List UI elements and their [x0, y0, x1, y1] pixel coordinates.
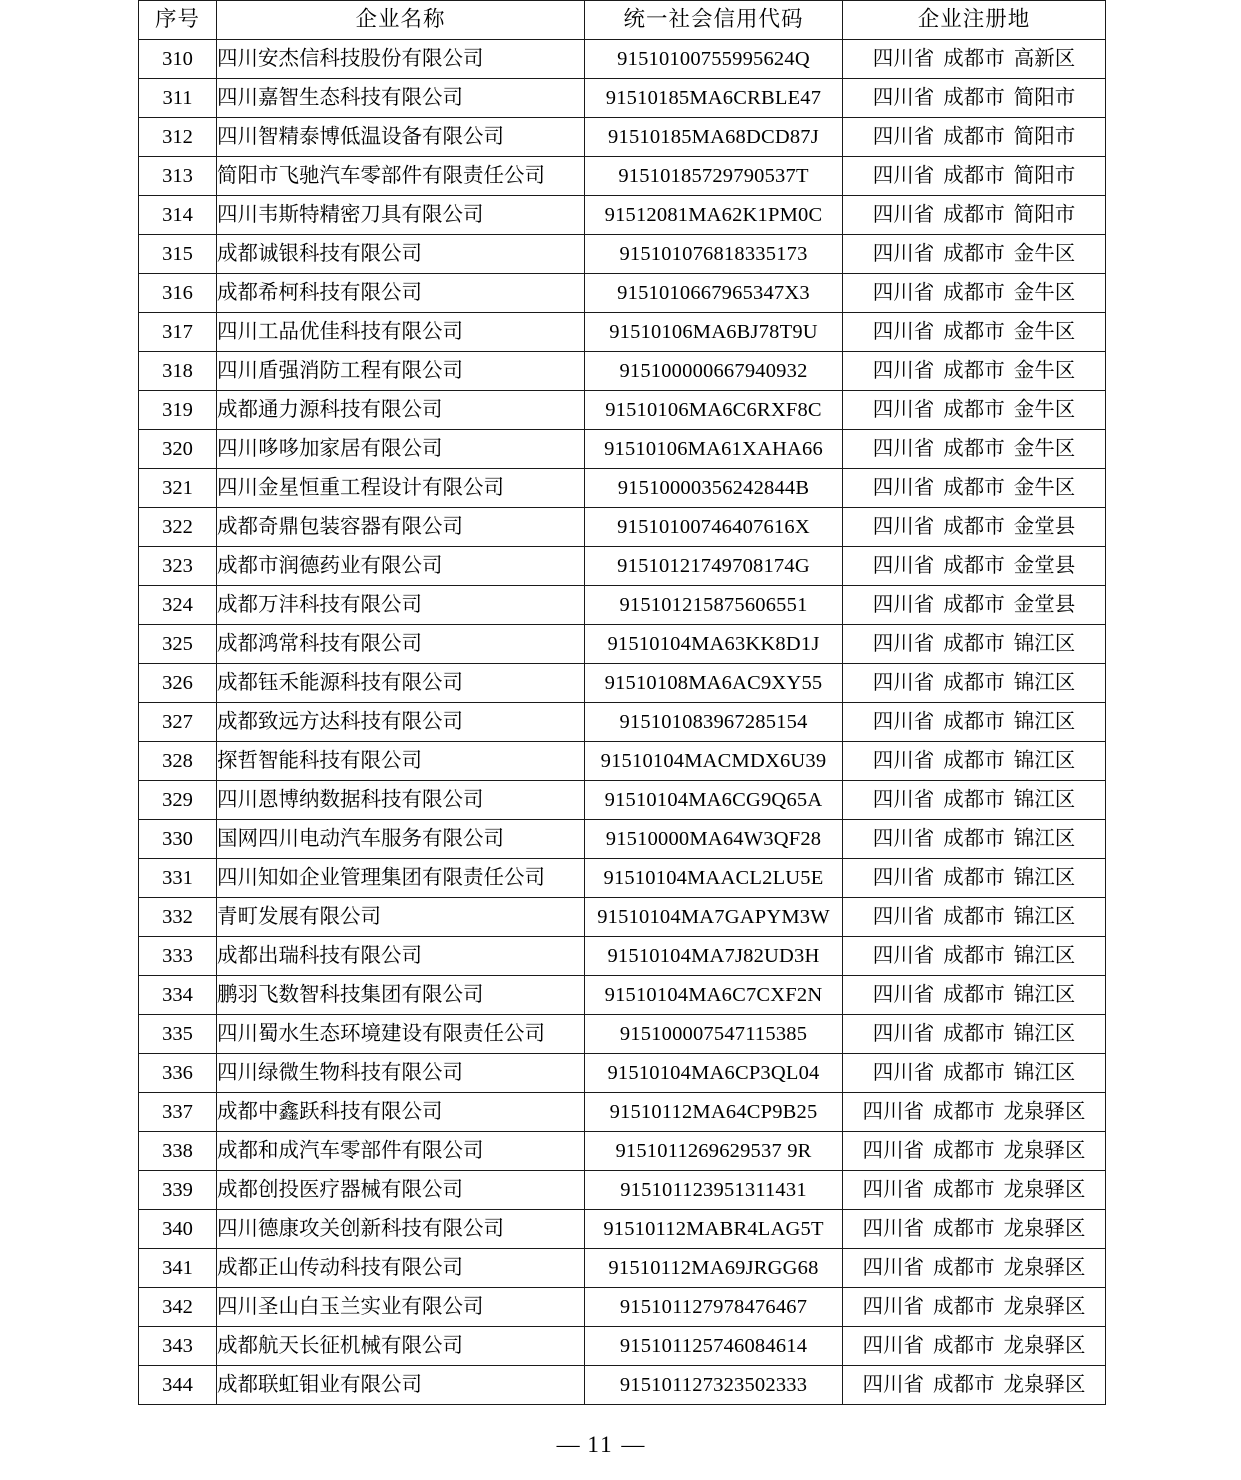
cell-registration-place [843, 664, 1106, 703]
place-province: 四川省 [872, 320, 935, 343]
cell-index: 330 [139, 820, 217, 859]
cell-enterprise-name: 成都万沣科技有限公司 [217, 586, 585, 625]
cell-registration-place [843, 1171, 1106, 1210]
cell-registration-place [843, 391, 1106, 430]
cell-registration-place [843, 313, 1106, 352]
cell-index: 323 [139, 547, 217, 586]
table-row [139, 625, 1106, 664]
cell-registration-place [843, 1210, 1106, 1249]
cell-credit-code: 915101127978476467 [585, 1288, 843, 1327]
footer-dash-right: — [621, 1432, 645, 1457]
place-province: 四川省 [872, 827, 935, 850]
place-city: 成都市 [943, 710, 1005, 733]
place-district: 龙泉驿区 [1003, 1334, 1086, 1357]
place-district: 金堂县 [1013, 554, 1076, 577]
cell-credit-code: 91510185MA6CRBLE47 [585, 79, 843, 118]
cell-credit-code: 9151010667965347X3 [585, 274, 843, 313]
cell-index: 325 [139, 625, 217, 664]
cell-index: 319 [139, 391, 217, 430]
table-row [139, 430, 1106, 469]
cell-credit-code: 915101127323502333 [585, 1366, 843, 1405]
table-row [139, 235, 1106, 274]
cell-index: 337 [139, 1093, 217, 1132]
place-city: 成都市 [943, 203, 1005, 226]
cell-index: 324 [139, 586, 217, 625]
cell-credit-code: 915101083967285154 [585, 703, 843, 742]
cell-enterprise-name: 四川知如企业管理集团有限责任公司 [217, 859, 585, 898]
place-district: 简阳市 [1013, 86, 1076, 109]
cell-enterprise-name: 鹏羽飞数智科技集团有限公司 [217, 976, 585, 1015]
cell-credit-code: 91510104MAACL2LU5E [585, 859, 843, 898]
table-row [139, 40, 1106, 79]
place-district: 锦江区 [1013, 1022, 1076, 1045]
place-province: 四川省 [872, 515, 935, 538]
cell-enterprise-name: 四川嘉智生态科技有限公司 [217, 79, 585, 118]
cell-registration-place [843, 352, 1106, 391]
cell-registration-place [843, 196, 1106, 235]
place-city: 成都市 [933, 1178, 995, 1201]
cell-index: 344 [139, 1366, 217, 1405]
table-row [139, 703, 1106, 742]
place-district: 金堂县 [1013, 515, 1076, 538]
place-district: 锦江区 [1013, 788, 1076, 811]
cell-credit-code: 91510104MA63KK8D1J [585, 625, 843, 664]
cell-credit-code: 91510000MA64W3QF28 [585, 820, 843, 859]
place-city: 成都市 [933, 1334, 995, 1357]
table-row [139, 196, 1106, 235]
table-row [139, 859, 1106, 898]
cell-index: 311 [139, 79, 217, 118]
place-city: 成都市 [933, 1373, 995, 1396]
place-city: 成都市 [933, 1139, 995, 1162]
cell-credit-code: 91510104MA7J82UD3H [585, 937, 843, 976]
cell-enterprise-name: 简阳市飞驰汽车零部件有限责任公司 [217, 157, 585, 196]
cell-credit-code: 91510121749708174G [585, 547, 843, 586]
cell-index: 333 [139, 937, 217, 976]
cell-credit-code: 91510104MA6C7CXF2N [585, 976, 843, 1015]
place-district: 龙泉驿区 [1003, 1373, 1086, 1396]
cell-index: 331 [139, 859, 217, 898]
place-district: 锦江区 [1013, 710, 1076, 733]
place-district: 简阳市 [1013, 125, 1076, 148]
table-row [139, 469, 1106, 508]
place-city: 成都市 [933, 1100, 995, 1123]
place-district: 锦江区 [1013, 827, 1076, 850]
cell-credit-code: 91510106MA6BJ78T9U [585, 313, 843, 352]
place-province: 四川省 [872, 203, 935, 226]
table-row [139, 820, 1106, 859]
cell-index: 326 [139, 664, 217, 703]
place-district: 锦江区 [1013, 866, 1076, 889]
cell-credit-code: 91510185MA68DCD87J [585, 118, 843, 157]
place-city: 成都市 [943, 554, 1005, 577]
place-province: 四川省 [872, 359, 935, 382]
cell-enterprise-name: 四川智精泰博低温设备有限公司 [217, 118, 585, 157]
cell-registration-place [843, 1093, 1106, 1132]
place-province: 四川省 [872, 1061, 935, 1084]
place-province: 四川省 [872, 593, 935, 616]
cell-registration-place [843, 1288, 1106, 1327]
table-header [139, 1, 1106, 40]
cell-enterprise-name: 探哲智能科技有限公司 [217, 742, 585, 781]
cell-registration-place [843, 703, 1106, 742]
place-district: 金牛区 [1013, 398, 1076, 421]
place-province: 四川省 [872, 671, 935, 694]
place-city: 成都市 [933, 1256, 995, 1279]
cell-credit-code: 915100000667940932 [585, 352, 843, 391]
place-city: 成都市 [943, 1022, 1005, 1045]
table-body [139, 40, 1106, 1405]
place-district: 龙泉驿区 [1003, 1256, 1086, 1279]
cell-enterprise-name: 四川哆哆加家居有限公司 [217, 430, 585, 469]
cell-index: 310 [139, 40, 217, 79]
place-district: 锦江区 [1013, 632, 1076, 655]
cell-registration-place [843, 79, 1106, 118]
cell-registration-place [843, 274, 1106, 313]
cell-registration-place [843, 937, 1106, 976]
place-province: 四川省 [862, 1100, 924, 1123]
cell-enterprise-name: 四川蜀水生态环境建设有限责任公司 [217, 1015, 585, 1054]
place-city: 成都市 [943, 281, 1005, 304]
cell-registration-place [843, 625, 1106, 664]
column-header-credit-code: 统一社会信用代码 [585, 1, 843, 40]
cell-registration-place [843, 1132, 1106, 1171]
table-row [139, 781, 1106, 820]
cell-credit-code: 9151011269629537 9R [585, 1132, 843, 1171]
place-city: 成都市 [943, 359, 1005, 382]
column-header-registration-place: 企业注册地 [843, 1, 1106, 40]
cell-index: 321 [139, 469, 217, 508]
cell-registration-place [843, 1054, 1106, 1093]
place-province: 四川省 [872, 710, 935, 733]
place-city: 成都市 [943, 905, 1005, 928]
place-province: 四川省 [862, 1217, 924, 1240]
place-province: 四川省 [862, 1178, 924, 1201]
place-city: 成都市 [943, 632, 1005, 655]
cell-enterprise-name: 四川恩博纳数据科技有限公司 [217, 781, 585, 820]
cell-registration-place [843, 859, 1106, 898]
cell-enterprise-name: 四川绿微生物科技有限公司 [217, 1054, 585, 1093]
place-city: 成都市 [943, 242, 1005, 265]
cell-enterprise-name: 四川工品优佳科技有限公司 [217, 313, 585, 352]
cell-credit-code: 91510106MA6C6RXF8C [585, 391, 843, 430]
table-row [139, 1288, 1106, 1327]
place-province: 四川省 [872, 1022, 935, 1045]
cell-credit-code: 91512081MA62K1PM0C [585, 196, 843, 235]
cell-credit-code: 915100007547115385 [585, 1015, 843, 1054]
cell-registration-place [843, 1015, 1106, 1054]
table-row [139, 1249, 1106, 1288]
place-district: 金堂县 [1013, 593, 1076, 616]
cell-registration-place [843, 1327, 1106, 1366]
table-row [139, 1171, 1106, 1210]
cell-registration-place [843, 742, 1106, 781]
cell-credit-code: 915101076818335173 [585, 235, 843, 274]
cell-enterprise-name: 成都航天长征机械有限公司 [217, 1327, 585, 1366]
cell-index: 340 [139, 1210, 217, 1249]
cell-index: 338 [139, 1132, 217, 1171]
cell-enterprise-name: 成都出瑞科技有限公司 [217, 937, 585, 976]
place-province: 四川省 [872, 476, 935, 499]
cell-index: 320 [139, 430, 217, 469]
cell-credit-code: 915101123951311431 [585, 1171, 843, 1210]
table-row [139, 313, 1106, 352]
place-city: 成都市 [943, 944, 1005, 967]
cell-index: 341 [139, 1249, 217, 1288]
table-row [139, 1093, 1106, 1132]
cell-index: 339 [139, 1171, 217, 1210]
place-city: 成都市 [943, 476, 1005, 499]
table-row [139, 1132, 1106, 1171]
place-province: 四川省 [872, 983, 935, 1006]
cell-registration-place [843, 820, 1106, 859]
cell-registration-place [843, 469, 1106, 508]
cell-registration-place [843, 157, 1106, 196]
place-province: 四川省 [862, 1295, 924, 1318]
place-city: 成都市 [943, 1061, 1005, 1084]
cell-enterprise-name: 成都联虹钼业有限公司 [217, 1366, 585, 1405]
cell-credit-code: 91510104MACMDX6U39 [585, 742, 843, 781]
cell-registration-place [843, 430, 1106, 469]
place-city: 成都市 [943, 827, 1005, 850]
place-district: 龙泉驿区 [1003, 1139, 1086, 1162]
cell-enterprise-name: 成都鸿常科技有限公司 [217, 625, 585, 664]
cell-index: 322 [139, 508, 217, 547]
cell-index: 343 [139, 1327, 217, 1366]
place-district: 简阳市 [1013, 164, 1076, 187]
place-province: 四川省 [862, 1334, 924, 1357]
cell-credit-code: 91510106MA61XAHA66 [585, 430, 843, 469]
place-province: 四川省 [862, 1139, 924, 1162]
cell-index: 334 [139, 976, 217, 1015]
place-district: 金牛区 [1013, 359, 1076, 382]
place-province: 四川省 [872, 281, 935, 304]
table-row [139, 1015, 1106, 1054]
place-city: 成都市 [943, 398, 1005, 421]
cell-enterprise-name: 成都市润德药业有限公司 [217, 547, 585, 586]
place-province: 四川省 [872, 866, 935, 889]
cell-index: 328 [139, 742, 217, 781]
cell-enterprise-name: 成都希柯科技有限公司 [217, 274, 585, 313]
cell-index: 336 [139, 1054, 217, 1093]
place-province: 四川省 [862, 1373, 924, 1396]
place-district: 金牛区 [1013, 242, 1076, 265]
place-province: 四川省 [872, 164, 935, 187]
cell-enterprise-name: 成都中鑫跃科技有限公司 [217, 1093, 585, 1132]
cell-index: 314 [139, 196, 217, 235]
cell-enterprise-name: 成都诚银科技有限公司 [217, 235, 585, 274]
place-city: 成都市 [943, 788, 1005, 811]
place-city: 成都市 [943, 86, 1005, 109]
cell-credit-code: 91510104MA6CP3QL04 [585, 1054, 843, 1093]
place-district: 高新区 [1013, 47, 1076, 70]
place-district: 锦江区 [1013, 944, 1076, 967]
place-province: 四川省 [872, 944, 935, 967]
cell-registration-place [843, 508, 1106, 547]
table-row [139, 118, 1106, 157]
cell-enterprise-name: 成都钰禾能源科技有限公司 [217, 664, 585, 703]
table-row [139, 742, 1106, 781]
cell-enterprise-name: 国网四川电动汽车服务有限公司 [217, 820, 585, 859]
place-district: 锦江区 [1013, 749, 1076, 772]
place-city: 成都市 [933, 1217, 995, 1240]
place-city: 成都市 [943, 593, 1005, 616]
cell-enterprise-name: 成都致远方达科技有限公司 [217, 703, 585, 742]
column-header-enterprise-name: 企业名称 [217, 1, 585, 40]
place-city: 成都市 [943, 983, 1005, 1006]
place-province: 四川省 [872, 86, 935, 109]
cell-index: 327 [139, 703, 217, 742]
cell-registration-place [843, 586, 1106, 625]
cell-credit-code: 91510104MA7GAPYM3W [585, 898, 843, 937]
table-row [139, 1210, 1106, 1249]
table-row [139, 1327, 1106, 1366]
cell-credit-code: 91510185729790537T [585, 157, 843, 196]
table-row [139, 274, 1106, 313]
cell-index: 332 [139, 898, 217, 937]
cell-index: 313 [139, 157, 217, 196]
cell-enterprise-name: 四川德康攻关创新科技有限公司 [217, 1210, 585, 1249]
cell-registration-place [843, 547, 1106, 586]
cell-credit-code: 91510104MA6CG9Q65A [585, 781, 843, 820]
place-city: 成都市 [933, 1295, 995, 1318]
cell-credit-code: 91510100746407616X [585, 508, 843, 547]
place-district: 龙泉驿区 [1003, 1100, 1086, 1123]
cell-index: 342 [139, 1288, 217, 1327]
place-province: 四川省 [872, 398, 935, 421]
place-district: 龙泉驿区 [1003, 1178, 1086, 1201]
cell-registration-place [843, 976, 1106, 1015]
cell-credit-code: 91510100755995624Q [585, 40, 843, 79]
table-row [139, 664, 1106, 703]
place-province: 四川省 [872, 554, 935, 577]
cell-enterprise-name: 四川金星恒重工程设计有限公司 [217, 469, 585, 508]
place-city: 成都市 [943, 515, 1005, 538]
place-city: 成都市 [943, 47, 1005, 70]
cell-credit-code: 91510112MA69JRGG68 [585, 1249, 843, 1288]
cell-registration-place [843, 781, 1106, 820]
place-city: 成都市 [943, 671, 1005, 694]
place-province: 四川省 [872, 47, 935, 70]
table-row [139, 391, 1106, 430]
place-district: 金牛区 [1013, 476, 1076, 499]
page-footer [0, 1432, 1241, 1458]
footer-page-number: 11 [587, 1432, 614, 1457]
place-district: 龙泉驿区 [1003, 1295, 1086, 1318]
cell-credit-code: 91510108MA6AC9XY55 [585, 664, 843, 703]
cell-enterprise-name: 青町发展有限公司 [217, 898, 585, 937]
cell-index: 317 [139, 313, 217, 352]
cell-enterprise-name: 成都创投医疗器械有限公司 [217, 1171, 585, 1210]
place-district: 金牛区 [1013, 281, 1076, 304]
place-district: 金牛区 [1013, 437, 1076, 460]
place-province: 四川省 [872, 437, 935, 460]
cell-credit-code: 915101125746084614 [585, 1327, 843, 1366]
cell-enterprise-name: 成都正山传动科技有限公司 [217, 1249, 585, 1288]
cell-enterprise-name: 四川盾强消防工程有限公司 [217, 352, 585, 391]
place-city: 成都市 [943, 164, 1005, 187]
cell-credit-code: 91510000356242844B [585, 469, 843, 508]
cell-registration-place [843, 118, 1106, 157]
place-province: 四川省 [872, 905, 935, 928]
cell-index: 335 [139, 1015, 217, 1054]
footer-dash-left: — [556, 1432, 580, 1457]
cell-registration-place [843, 1249, 1106, 1288]
cell-enterprise-name: 四川安杰信科技股份有限公司 [217, 40, 585, 79]
cell-credit-code: 91510112MA64CP9B25 [585, 1093, 843, 1132]
cell-index: 312 [139, 118, 217, 157]
place-city: 成都市 [943, 866, 1005, 889]
place-province: 四川省 [872, 242, 935, 265]
place-district: 金牛区 [1013, 320, 1076, 343]
table-row [139, 976, 1106, 1015]
place-city: 成都市 [943, 749, 1005, 772]
place-city: 成都市 [943, 320, 1005, 343]
place-city: 成都市 [943, 437, 1005, 460]
table-row [139, 586, 1106, 625]
place-province: 四川省 [862, 1256, 924, 1279]
cell-registration-place [843, 1366, 1106, 1405]
column-header-index: 序号 [139, 1, 217, 40]
table-row [139, 352, 1106, 391]
place-district: 锦江区 [1013, 983, 1076, 1006]
cell-registration-place [843, 40, 1106, 79]
table-row [139, 157, 1106, 196]
cell-enterprise-name: 成都通力源科技有限公司 [217, 391, 585, 430]
table-row [139, 937, 1106, 976]
place-district: 锦江区 [1013, 671, 1076, 694]
table-row [139, 1054, 1106, 1093]
place-province: 四川省 [872, 632, 935, 655]
cell-enterprise-name: 四川圣山白玉兰实业有限公司 [217, 1288, 585, 1327]
cell-index: 316 [139, 274, 217, 313]
place-city: 成都市 [943, 125, 1005, 148]
table-header-row [139, 1, 1106, 40]
cell-enterprise-name: 成都和成汽车零部件有限公司 [217, 1132, 585, 1171]
place-district: 锦江区 [1013, 1061, 1076, 1084]
enterprise-registry-table [138, 0, 1106, 1405]
table-row [139, 79, 1106, 118]
cell-index: 318 [139, 352, 217, 391]
cell-credit-code: 915101215875606551 [585, 586, 843, 625]
table-row [139, 508, 1106, 547]
place-province: 四川省 [872, 749, 935, 772]
cell-credit-code: 91510112MABR4LAG5T [585, 1210, 843, 1249]
cell-index: 329 [139, 781, 217, 820]
table-row [139, 898, 1106, 937]
place-province: 四川省 [872, 125, 935, 148]
cell-registration-place [843, 235, 1106, 274]
place-district: 简阳市 [1013, 203, 1076, 226]
cell-index: 315 [139, 235, 217, 274]
table-row [139, 1366, 1106, 1405]
place-province: 四川省 [872, 788, 935, 811]
place-district: 龙泉驿区 [1003, 1217, 1086, 1240]
cell-enterprise-name: 成都奇鼎包装容器有限公司 [217, 508, 585, 547]
cell-registration-place [843, 898, 1106, 937]
table-row [139, 547, 1106, 586]
cell-enterprise-name: 四川韦斯特精密刀具有限公司 [217, 196, 585, 235]
place-district: 锦江区 [1013, 905, 1076, 928]
